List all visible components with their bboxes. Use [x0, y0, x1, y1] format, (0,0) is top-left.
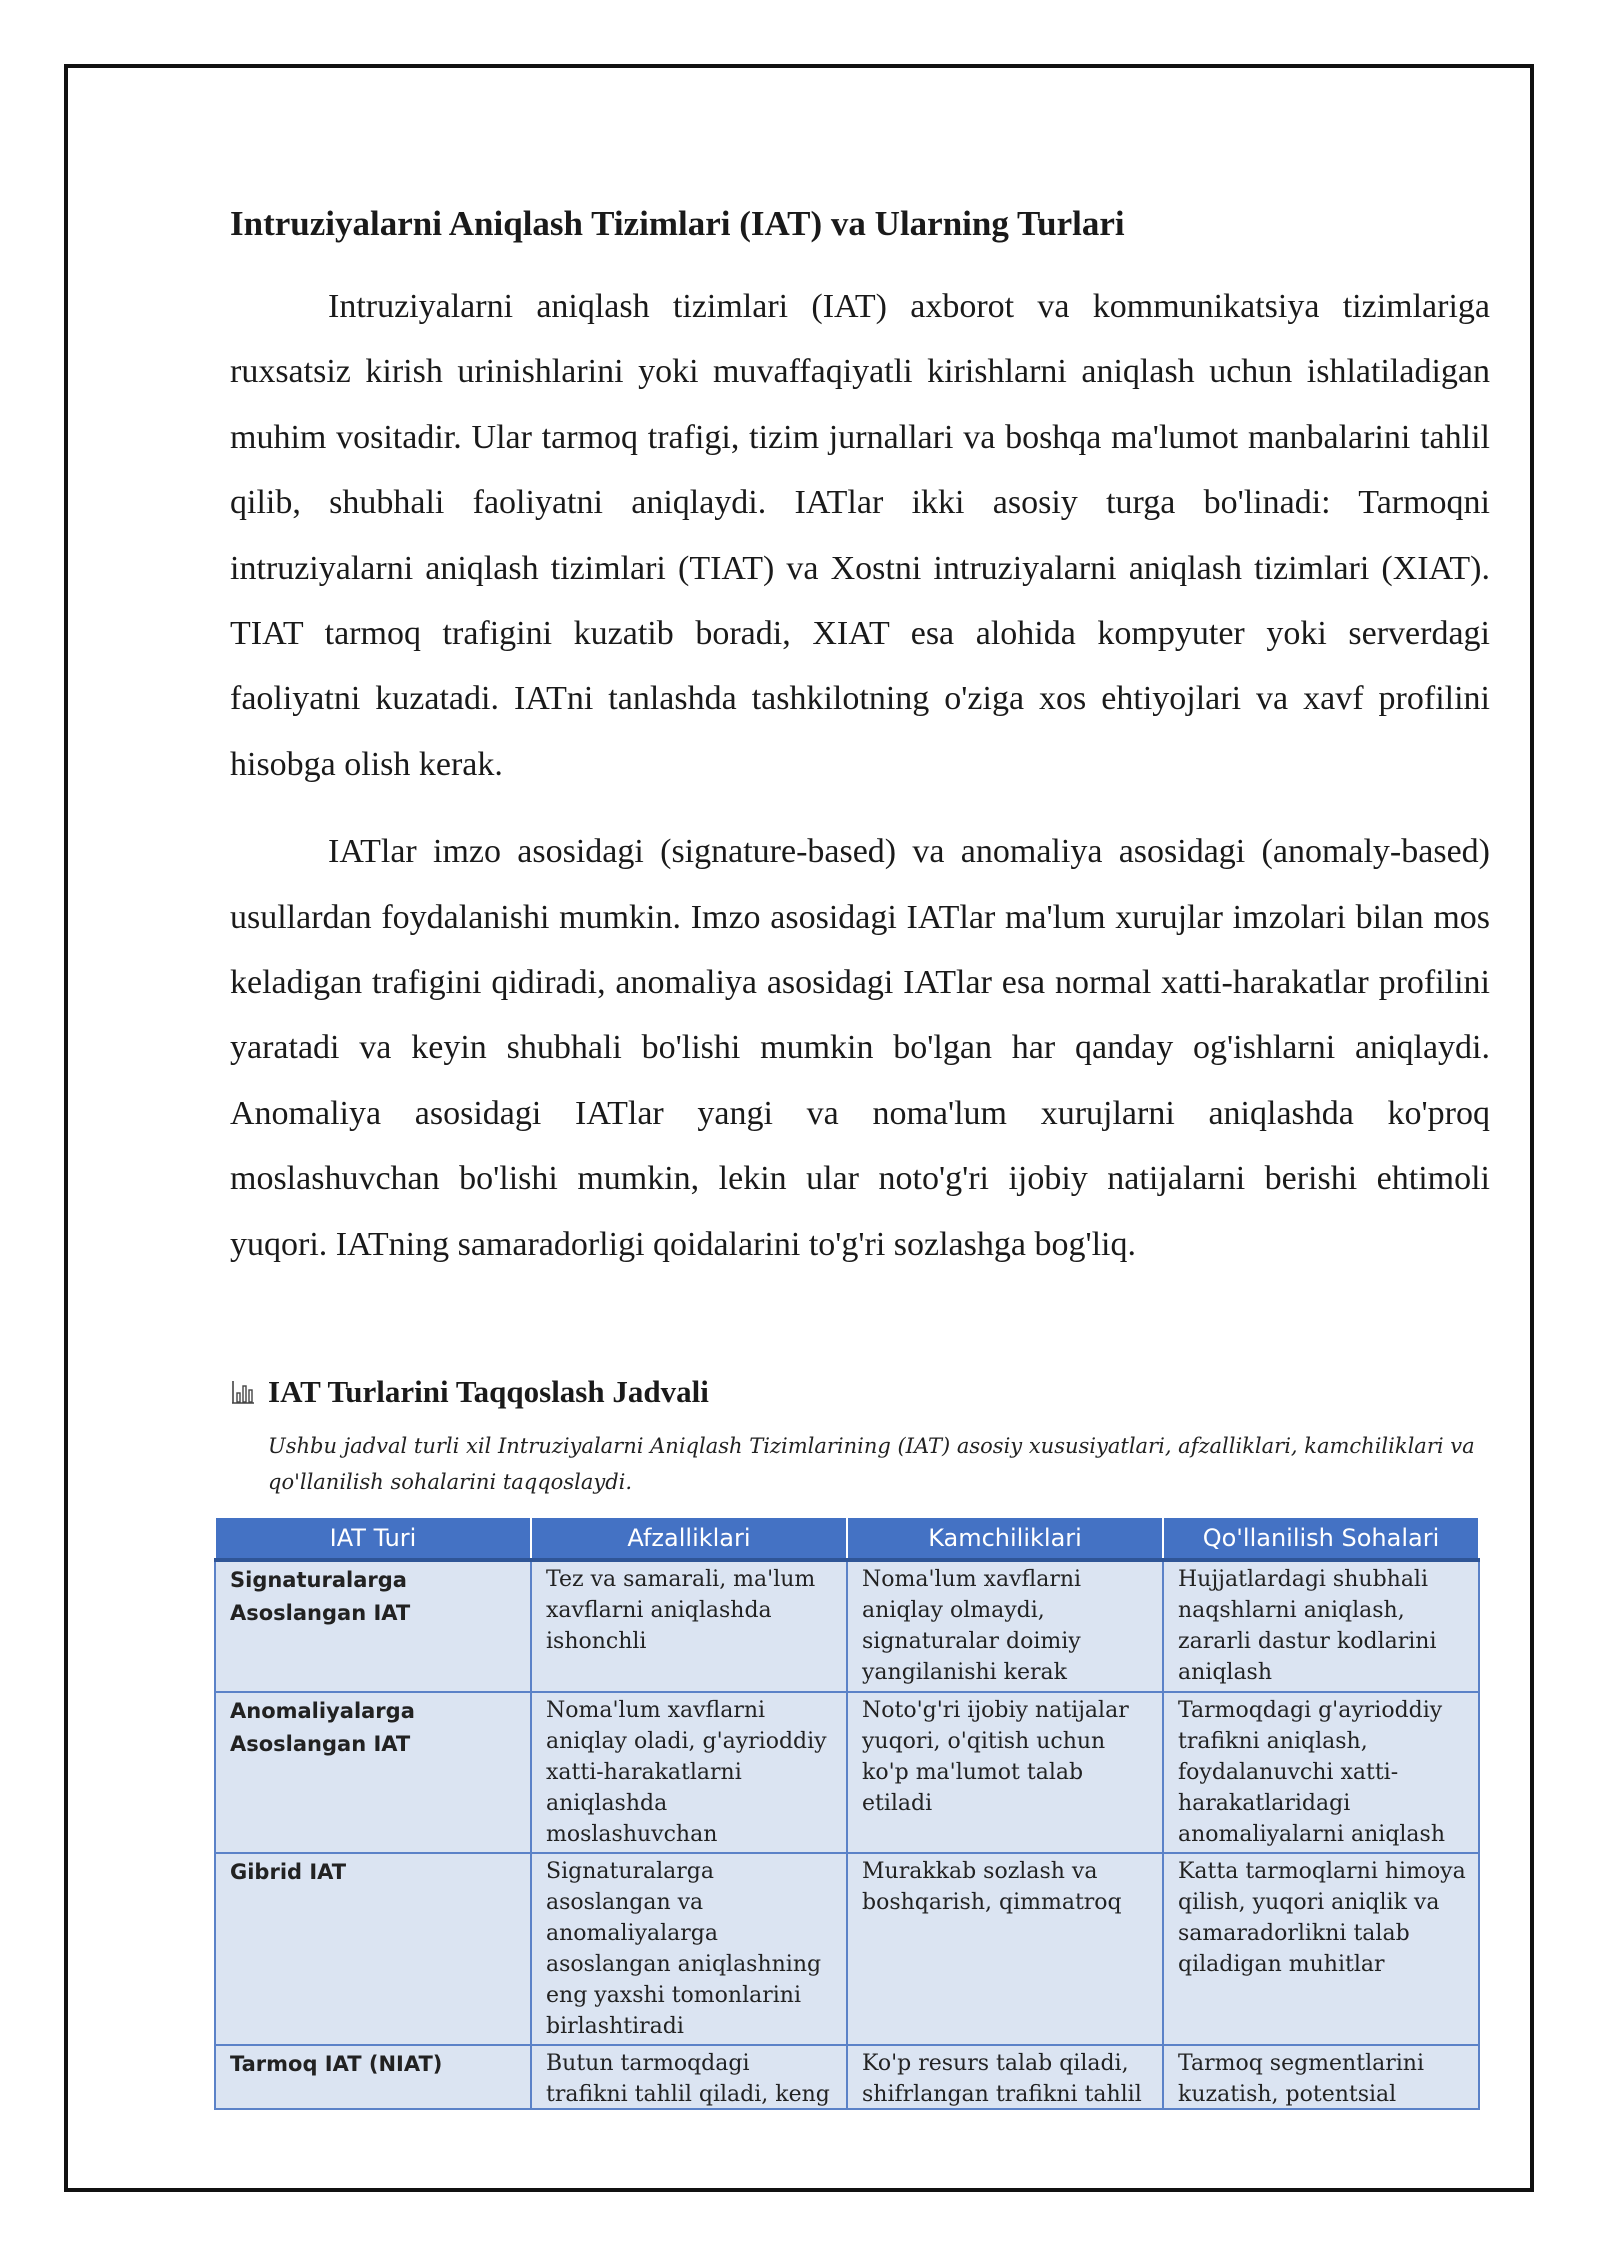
table-cell: Signaturalarga Asoslangan IAT: [215, 1560, 531, 1692]
document-title: Intruziyalarni Aniqlash Tizimlari (IAT) va Ularning Turlari: [230, 204, 1125, 243]
table-header-row: [215, 1517, 1479, 1560]
comparison-table-section: [214, 1370, 1478, 2110]
table-heading: [230, 1370, 1478, 1414]
table-cell: Noto'g'ri ijobiy natijalar yuqori, o'qitish uchun ko'p ma'lumot talab etiladi: [847, 1692, 1163, 1853]
table-cell: Gibrid IAT: [215, 1853, 531, 2045]
paragraph-2: IATlar imzo asosidagi (signature-based) va anomaliya asosidagi (anomaly-based) usullardan foydalanishi mumkin. Imzo asosidagi IATlar ma'lum xurujlar imzolari bilan mos keladigan trafigini qidiradi, anomaliya asosidagi IATlar esa normal xatti-harakatlar profilini yaratadi va keyin shubhali bo'lishi mumkin bo'lgan har qanday og'ishlarni aniqlaydi. Anomaliya asosidagi IATlar yangi va noma'lum xurujlarni aniqlashda ko'proq moslashuvchan bo'lishi mumkin, lekin ular noto'g'ri ijobiy natijalarni berishi ehtimoli yuqori. IATning samaradorligi qoidalarini to'g'ri sozlashga bog'liq.: [230, 833, 1490, 1263]
table-cell: Noma'lum xavflarni aniqlay oladi, g'ayrioddiy xatti-harakatlarni aniqlashda moslashuvchan: [531, 1692, 847, 1853]
table-cell: Anomaliyalarga Asoslangan IAT: [215, 1692, 531, 1853]
table-cell: Butun tarmoqdagi trafikni tahlil qiladi, keng: [546, 2051, 830, 2106]
table-cell: Tez va samarali, ma'lum xavflarni aniqlashda ishonchli: [531, 1560, 847, 1692]
column-header: Qo'llanilish Sohalari: [1163, 1517, 1479, 1560]
comparison-table: [214, 1516, 1480, 2110]
column-header: Kamchiliklari: [847, 1517, 1163, 1560]
table-heading-text: IAT Turlarini Taqqoslash Jadvali: [268, 1374, 709, 1409]
table-cell: Tarmoqdagi g'ayrioddiy trafikni aniqlash, foydalanuvchi xatti-harakatlaridagi anomaliyalarni aniqlash: [1163, 1692, 1479, 1853]
table-row: [215, 1692, 1479, 1853]
table-row: [215, 1853, 1479, 2045]
table-cell: Ko'p resurs talab qiladi, shifrlangan trafikni tahlil: [862, 2051, 1142, 2106]
table-cell: Tarmoq IAT (NIAT): [230, 2052, 443, 2076]
paragraph-1: Intruziyalarni aniqlash tizimlari (IAT) axborot va kommunikatsiya tizimlariga ruxsatsiz kirish urinishlarini yoki muvaffaqiyatli kirishlarni aniqlash uchun ishlatiladigan muhim vositadir. Ular tarmoq trafigi, tizim jurnallari va boshqa ma'lumot manbalarini tahlil qilib, shubhali faoliyatni aniqlaydi. IATlar ikki asosiy turga bo'linadi: Tarmoqni intruziyalarni aniqlash tizimlari (TIAT) va Xostni intruziyalarni aniqlash tizimlari (XIAT). TIAT tarmoq trafigini kuzatib boradi, XIAT esa alohida kompyuter yoki serverdagi faoliyatni kuzatadi. IATni tanlashda tashkilotning o'ziga xos ehtiyojlari va xavf profilini hisobga olish kerak.: [230, 288, 1490, 783]
table-cell: Katta tarmoqlarni himoya qilish, yuqori aniqlik va samaradorlikni talab qiladigan muhitlar: [1163, 1853, 1479, 2045]
table-cell: Murakkab sozlash va boshqarish, qimmatroq: [847, 1853, 1163, 2045]
table-cell: Noma'lum xavflarni aniqlay olmaydi, signaturalar doimiy yangilanishi kerak: [847, 1560, 1163, 1692]
column-header: Afzalliklari: [531, 1517, 847, 1560]
table-cell: Hujjatlardagi shubhali naqshlarni aniqlash, zararli dastur kodlarini aniqlash: [1163, 1560, 1479, 1692]
bar-chart-icon: [230, 1379, 256, 1405]
table-row: [215, 1560, 1479, 1692]
table-cell: Signaturalarga asoslangan va anomaliyalarga asoslangan aniqlashning eng yaxshi tomonlarini birlashtiradi: [531, 1853, 847, 2045]
table-caption: Ushbu jadval turli xil Intruziyalarni Aniqlash Tizimlarining (IAT) asosiy xususiyatlari, afzalliklari, kamchiliklari va qo'llanilish sohalarini taqqoslaydi.: [268, 1434, 1475, 1494]
column-header: IAT Turi: [215, 1517, 531, 1560]
document-body: [230, 196, 1490, 1299]
table-row: [215, 2045, 1479, 2109]
table-cell: Tarmoq segmentlarini kuzatish, potentsial: [1178, 2051, 1424, 2106]
